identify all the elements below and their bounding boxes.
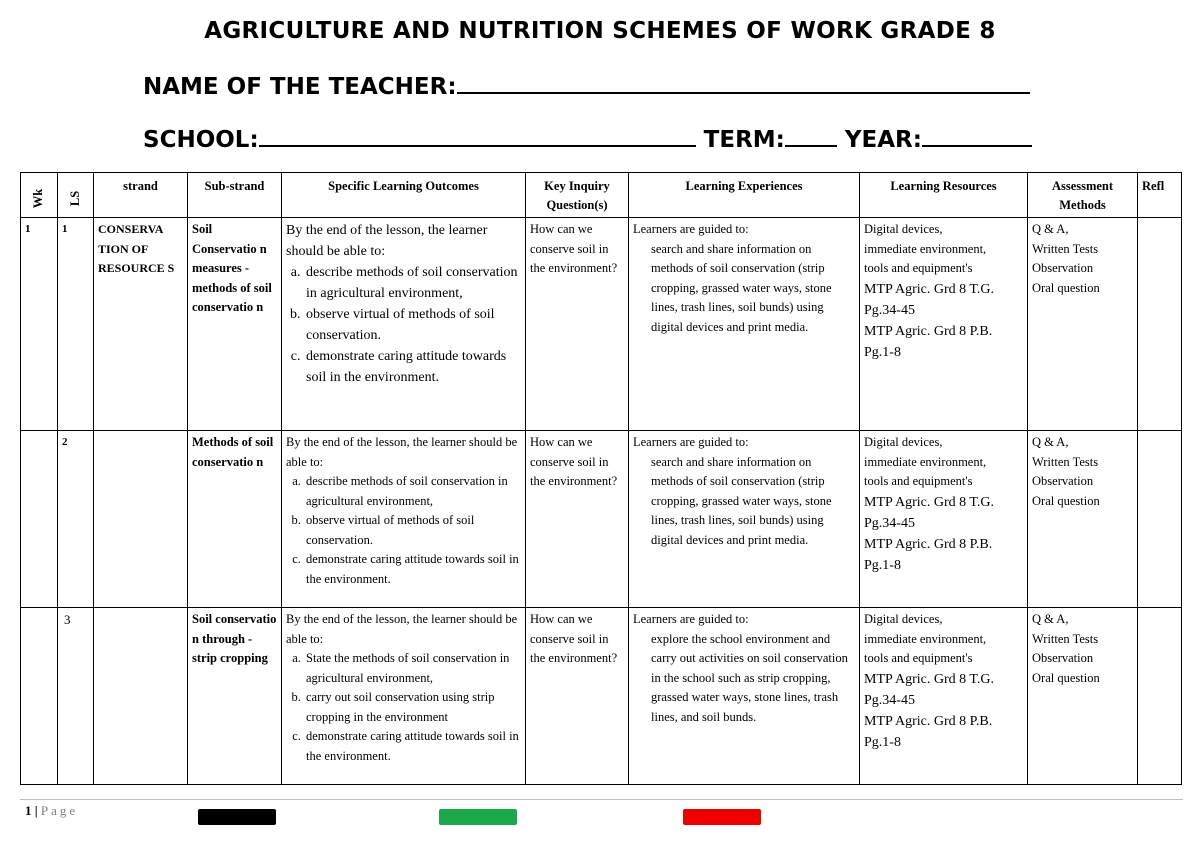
page-number-value: 1 (25, 803, 32, 818)
cell-outcomes (282, 431, 526, 608)
assessment-item: Observation (1032, 261, 1094, 275)
teacher-label: NAME OF THE TEACHER: (143, 74, 457, 100)
col-assessment: Assessment Methods (1028, 173, 1138, 218)
year-label: YEAR: (844, 127, 922, 153)
list-item: c. demonstrate caring attitude towards soil in the environment. (304, 346, 521, 388)
list-item: a. describe methods of soil conservation in agricultural environment, (304, 472, 521, 511)
red-color-bar (683, 809, 761, 825)
assessment-item: Written Tests (1032, 631, 1099, 646)
assessment-item: Oral question (1032, 280, 1100, 295)
footer-divider (20, 799, 1183, 800)
col-ls: LS (58, 173, 94, 218)
cell-wk (21, 608, 58, 785)
resource-item: Digital devices, (864, 612, 943, 626)
header-row (21, 173, 1182, 218)
col-strand: strand (94, 173, 188, 218)
resource-item: MTP Agric. Grd 8 P.B. Pg.1-8 (864, 323, 993, 360)
resource-item: tools and equipment's (864, 474, 973, 488)
list-item: a. describe methods of soil conservation in agricultural environment, (304, 262, 521, 304)
cell-wk (21, 431, 58, 608)
school-label: SCHOOL: (143, 127, 259, 153)
cell-assessment (1028, 608, 1138, 785)
outcomes-intro: By the end of the lesson, the learner should be able to: (286, 612, 518, 646)
cell-question: How can we conserve soil in the environment? (526, 431, 629, 608)
cell-wk: 1 (21, 218, 58, 431)
col-question: Key Inquiry Question(s) (526, 173, 629, 218)
resource-item: Digital devices, (864, 435, 943, 449)
assessment-item: Written Tests (1032, 454, 1099, 469)
resource-item: immediate environment, (864, 631, 987, 646)
resource-item: MTP Agric. Grd 8 P.B. Pg.1-8 (864, 713, 993, 750)
black-color-bar (198, 809, 276, 825)
resource-item: tools and equipment's (864, 261, 973, 275)
resource-item: tools and equipment's (864, 651, 973, 665)
col-outcomes: Specific Learning Outcomes (282, 173, 526, 218)
cell-substrand: Soil conservatio n through - strip cropping (188, 608, 282, 785)
list-item: b. observe virtual of methods of soil conservation. (304, 304, 521, 346)
table-row (21, 218, 1182, 431)
list-item: b. observe virtual of methods of soil conservation. (304, 511, 521, 550)
cell-reflection (1138, 608, 1182, 785)
resource-item: MTP Agric. Grd 8 T.G. Pg.34-45 (864, 281, 995, 318)
cell-outcomes (282, 608, 526, 785)
cell-assessment (1028, 218, 1138, 431)
resource-item: MTP Agric. Grd 8 T.G. Pg.34-45 (864, 494, 995, 531)
experiences-text: explore the school environment and carry out activities on soil conservation in the school such as strip cropping, grassed water ways, stone lines, trash lines, and soil bunds. (651, 631, 848, 724)
assessment-item: Oral question (1032, 670, 1100, 685)
cell-experiences (629, 218, 860, 431)
assessment-item: Q & A, (1032, 435, 1069, 449)
cell-resources (860, 218, 1028, 431)
col-experiences: Learning Experiences (629, 173, 860, 218)
col-substrand: Sub-strand (188, 173, 282, 218)
cell-substrand: Soil Conservatio n measures - methods of soil conservatio n (188, 218, 282, 431)
teacher-blank[interactable] (457, 72, 1030, 94)
page-number (25, 803, 78, 819)
document-title: AGRICULTURE AND NUTRITION SCHEMES OF WORK GRADE 8 (204, 18, 996, 44)
cell-strand (94, 608, 188, 785)
cell-reflection (1138, 431, 1182, 608)
assessment-item: Oral question (1032, 493, 1100, 508)
resource-item: Digital devices, (864, 222, 943, 236)
experiences-text: search and share information on methods of soil conservation (strip cropping, grassed water ways, stone lines, trash lines, soil bunds) using digital devices and print media. (651, 454, 832, 547)
cell-experiences (629, 608, 860, 785)
cell-strand: CONSERVA TION OF RESOURCE S (94, 218, 188, 431)
assessment-item: Written Tests (1032, 241, 1099, 256)
list-item: c. demonstrate caring attitude towards soil in the environment. (304, 550, 521, 589)
experiences-intro: Learners are guided to: (633, 222, 749, 236)
cell-substrand: Methods of soil conservatio n (188, 431, 282, 608)
cell-resources (860, 431, 1028, 608)
resource-item: immediate environment, (864, 454, 987, 469)
assessment-item: Q & A, (1032, 612, 1069, 626)
outcomes-intro: By the end of the lesson, the learner should be able to: (286, 435, 518, 469)
col-wk: Wk (21, 173, 58, 218)
cell-experiences (629, 431, 860, 608)
school-term-year-line (143, 125, 1032, 153)
outcomes-intro: By the end of the lesson, the learner should be able to: (286, 223, 488, 259)
experiences-intro: Learners are guided to: (633, 612, 749, 626)
assessment-item: Q & A, (1032, 222, 1069, 236)
cell-ls: 2 (58, 431, 94, 608)
resource-item: MTP Agric. Grd 8 T.G. Pg.34-45 (864, 671, 995, 708)
teacher-name-line (143, 72, 1030, 100)
cell-strand (94, 431, 188, 608)
experiences-text: search and share information on methods of soil conservation (strip cropping, grassed water ways, stone lines, trash lines, soil bunds) using digital devices and print media. (651, 241, 832, 334)
cell-reflection (1138, 218, 1182, 431)
cell-assessment (1028, 431, 1138, 608)
list-item: a. State the methods of soil conservation in agricultural environment, (304, 649, 521, 688)
resource-item: immediate environment, (864, 241, 987, 256)
school-blank[interactable] (259, 125, 696, 147)
resource-item: MTP Agric. Grd 8 P.B. Pg.1-8 (864, 536, 993, 573)
cell-resources (860, 608, 1028, 785)
scheme-table (20, 172, 1182, 785)
term-blank[interactable] (785, 125, 837, 147)
cell-question: How can we conserve soil in the environment? (526, 608, 629, 785)
col-reflection: Refl (1138, 173, 1182, 218)
outcomes-list (286, 472, 521, 589)
table-row (21, 608, 1182, 785)
list-item: b. carry out soil conservation using strip cropping in the environment (304, 688, 521, 727)
cell-ls: 1 (58, 218, 94, 431)
year-blank[interactable] (922, 125, 1032, 147)
term-label: TERM: (703, 127, 785, 153)
cell-question: How can we conserve soil in the environment? (526, 218, 629, 431)
assessment-item: Observation (1032, 651, 1094, 665)
experiences-intro: Learners are guided to: (633, 435, 749, 449)
page-separator: | (34, 803, 38, 818)
col-resources: Learning Resources (860, 173, 1028, 218)
outcomes-list (286, 262, 521, 388)
table-row (21, 431, 1182, 608)
outcomes-list (286, 649, 521, 766)
green-color-bar (439, 809, 517, 825)
page-label: Page (40, 803, 79, 818)
cell-outcomes (282, 218, 526, 431)
assessment-item: Observation (1032, 474, 1094, 488)
cell-ls: 3 (58, 608, 94, 785)
list-item: c. demonstrate caring attitude towards soil in the environment. (304, 727, 521, 766)
